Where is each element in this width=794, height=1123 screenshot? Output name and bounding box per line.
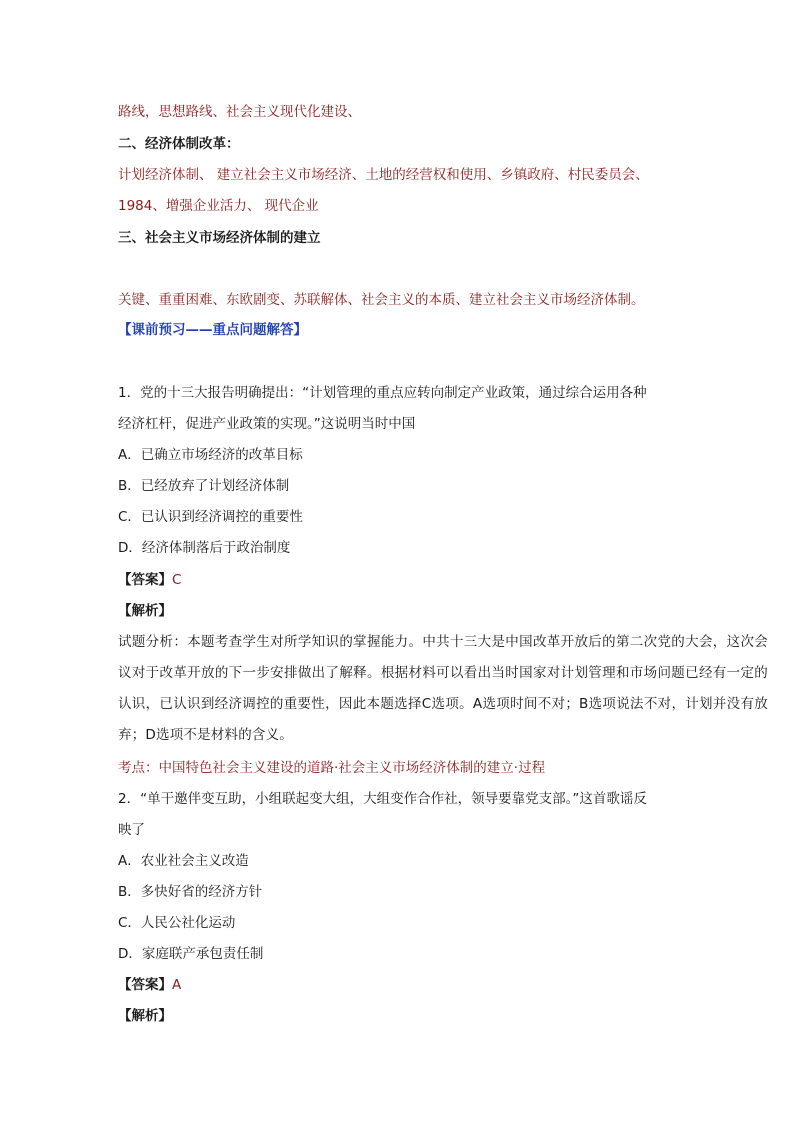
- q2-analysis-label: 【解析】: [118, 1008, 172, 1024]
- q2-answer-label: 【答案】: [118, 977, 172, 993]
- section1-tail-text: 路线，思想路线、社会主义现代化建设、: [118, 104, 361, 120]
- q2-option-c: C．人民公社化运动: [118, 915, 236, 931]
- q2-stem-line1: 2．“单干邀伴变互助，小组联起变大组，大组变作合作社，领导要靠党支部。”这首歌谣反: [118, 791, 647, 807]
- section2-line1: 计划经济体制、 建立社会主义市场经济、土地的经营权和使用、乡镇政府、村民委员会、: [118, 167, 649, 183]
- q2-option-a: A．农业社会主义改造: [118, 853, 249, 869]
- section2-line2: 1984、增强企业活力、 现代企业: [118, 198, 319, 214]
- q1-answer: [118, 570, 181, 590]
- q1-answer-label: 【答案】: [118, 572, 172, 588]
- q1-stem-line2: 经济杠杆，促进产业政策的实现。”这说明当时中国: [118, 416, 416, 432]
- q1-option-d: D．经济体制落后于政治制度: [118, 540, 291, 556]
- q2-option-d: D．家庭联产承包责任制: [118, 946, 264, 962]
- section3-line1: 关键、重重困难、东欧剧变、苏联解体、社会主义的本质、建立社会主义市场经济体制。: [118, 292, 645, 308]
- q1-analysis-label: 【解析】: [118, 603, 172, 619]
- q1-analysis-text: 试题分析：本题考查学生对所学知识的掌握能力。中共十三大是中国改革开放后的第二次党的大会，这次会议对于改革开放的下一步安排做出了解释。根据材料可以看出当时国家对计划管理和市场问题已经有一定的认识，已认识到经济调控的重要性，因此本题选择C选项。A选项时间不对；B选项说法不对，计划并没有放弃；D选项不是材料的含义。: [118, 634, 768, 743]
- q2-answer-value: A: [172, 977, 182, 993]
- q2-option-b: B．多快好省的经济方针: [118, 884, 263, 900]
- q1-option-b: B．已经放弃了计划经济体制: [118, 478, 290, 494]
- q2-stem-line2: 映了: [118, 822, 145, 838]
- section2-heading: 二、经济体制改革：: [118, 136, 240, 152]
- preview-heading: 【课前预习——重点问题解答】: [118, 322, 307, 338]
- q1-option-a: A．已确立市场经济的改革目标: [118, 447, 303, 463]
- q1-kaodian: 考点：中国特色社会主义建设的道路·社会主义市场经济体制的建立·过程: [118, 760, 546, 776]
- q1-option-c: C．已认识到经济调控的重要性: [118, 509, 303, 525]
- q1-answer-value: C: [172, 572, 182, 588]
- section3-heading: 三、社会主义市场经济体制的建立: [118, 230, 321, 246]
- q2-answer: [118, 975, 181, 995]
- q1-stem-line1: 1．党的十三大报告明确提出：“计划管理的重点应转向制定产业政策，通过综合运用各种: [118, 385, 647, 401]
